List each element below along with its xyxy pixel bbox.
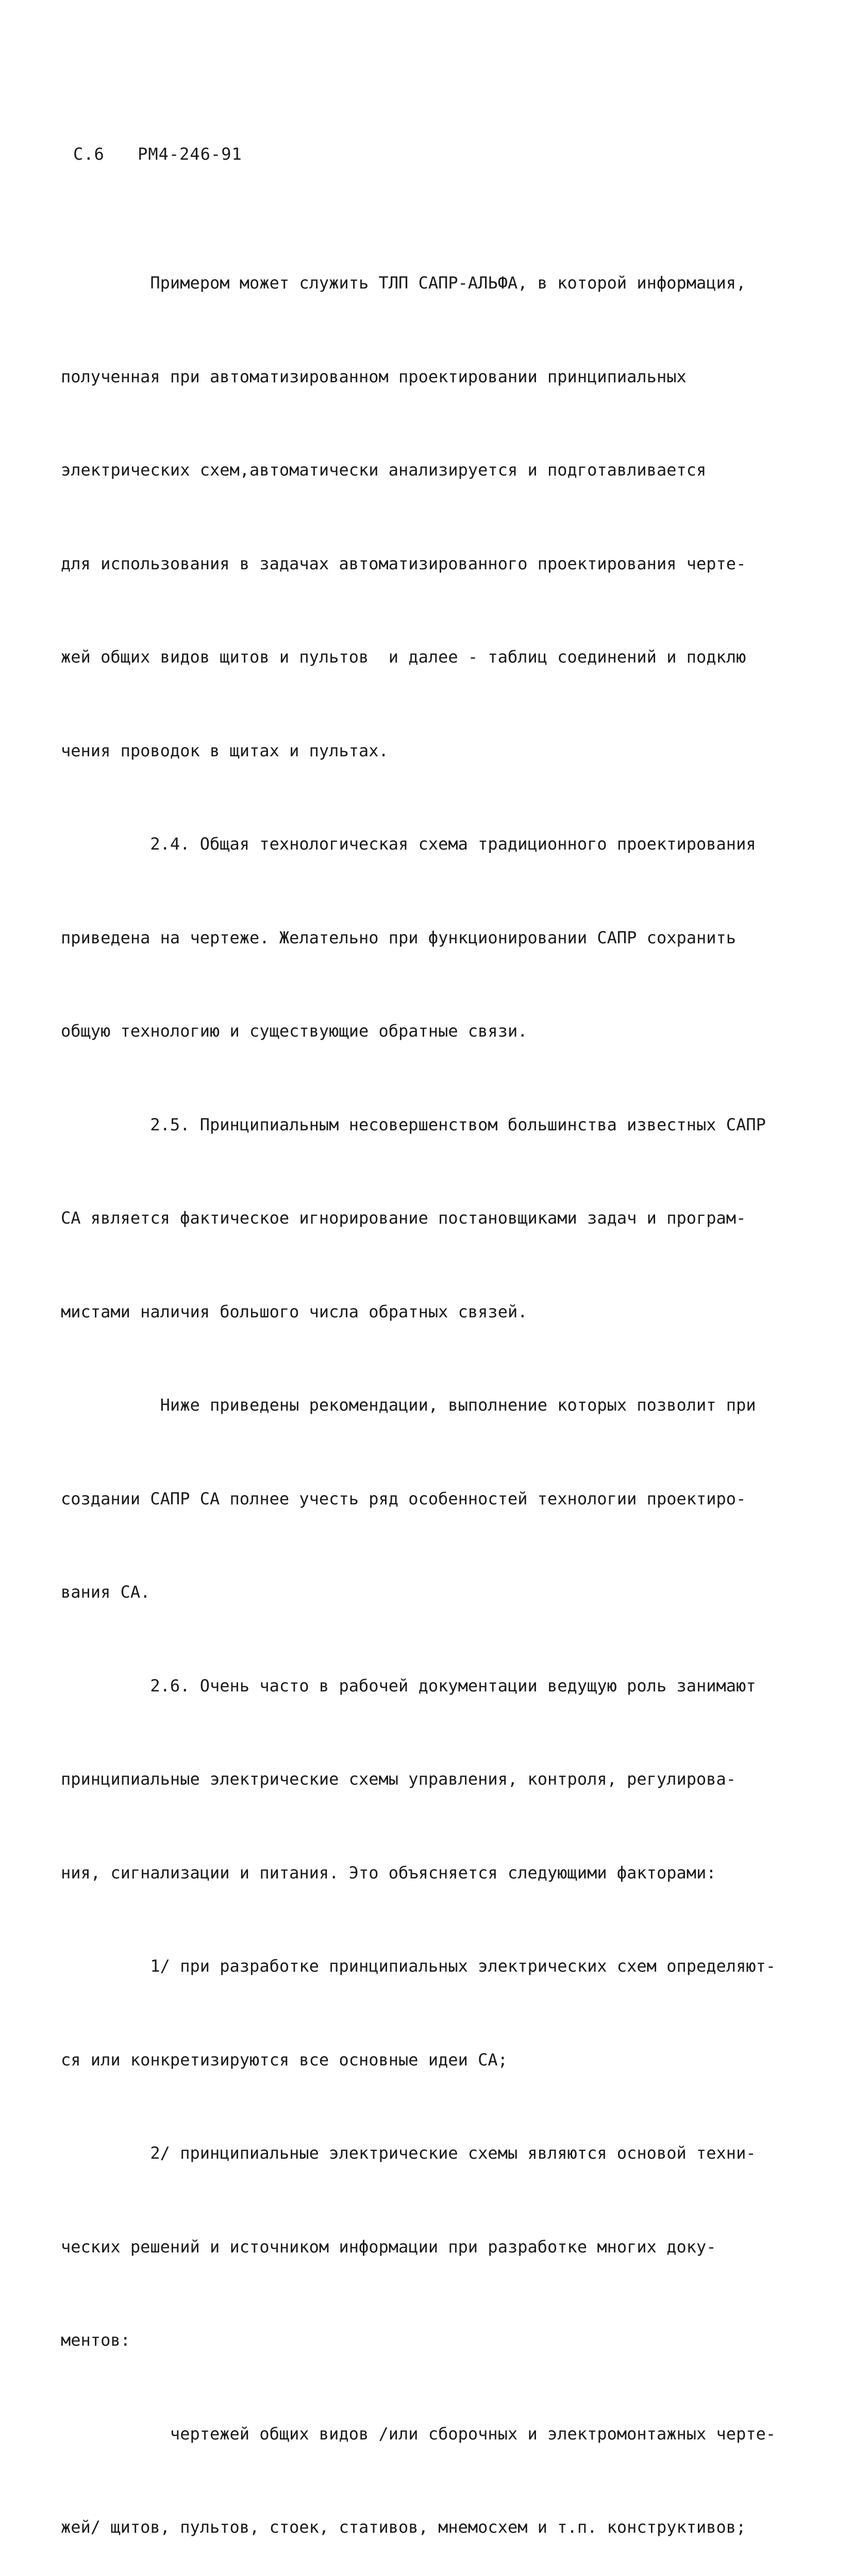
text-line: приведена на чертеже. Желательно при функционировании САПР сохранить	[61, 927, 737, 947]
text-line: мистами наличия большого числа обратных связей.	[61, 1301, 528, 1321]
text-line: ческих решений и источником информации при разработке многих доку-	[61, 2236, 716, 2257]
text-line: Ниже приведены рекомендации, выполнение которых позволит при	[61, 1395, 756, 1415]
text-line: принципиальные электрические схемы управления, контроля, регулирова-	[61, 1769, 737, 1789]
text-line: создании САПР СА полнее учесть ряд особенностей технологии проектиро-	[61, 1488, 746, 1509]
page-number: С.6	[73, 144, 105, 164]
text-line: чения проводок в щитах и пультах.	[61, 740, 389, 760]
text-line: полученная при автоматизированном проектировании принципиальных	[61, 366, 687, 386]
text-line: ментов:	[61, 2330, 130, 2350]
text-line: ся или конкретизируются все основные идеи СА;	[61, 2049, 508, 2070]
text-line: ния, сигнализации и питания. Это объясняется следующими факторами:	[61, 1862, 716, 1883]
text-line: 2.4. Общая технологическая схема традиционного проектирования	[61, 834, 756, 854]
text-line: чертежей общих видов /или сборочных и электромонтажных черте-	[61, 2424, 776, 2444]
text-line: Примером может служить ТЛП САПР-АЛЬФА, в которой информация,	[61, 273, 746, 293]
document-code: РМ4-246-91	[138, 144, 242, 164]
text-line: жей общих видов щитов и пультов и далее - таблиц соединений и подклю	[61, 647, 746, 667]
text-line: 1/ при разработке принципиальных электрических схем определяют-	[61, 1956, 776, 1976]
text-line: вания СА.	[61, 1582, 150, 1602]
text-line: 2.6. Очень часто в рабочей документации ведущую роль занимают	[61, 1675, 756, 1696]
text-line: общую технологию и существующие обратные связи.	[61, 1021, 528, 1041]
page-header	[73, 144, 242, 164]
text-line: СА является фактическое игнорирование постановщиками задач и програм-	[61, 1208, 746, 1228]
text-line: 2.5. Принципиальным несовершенством большинства известных САПР	[61, 1114, 766, 1134]
text-line: для использования в задачах автоматизированного проектирования черте-	[61, 553, 746, 573]
text-line: жей/ щитов, пультов, стоек, стативов, мнемосхем и т.п. конструктивов;	[61, 2517, 746, 2537]
text-line: электрических схем,автоматически анализируется и подготавливается	[61, 460, 707, 480]
document-body	[61, 205, 776, 2576]
text-line: 2/ принципиальные электрические схемы являются основой техни-	[61, 2143, 756, 2163]
